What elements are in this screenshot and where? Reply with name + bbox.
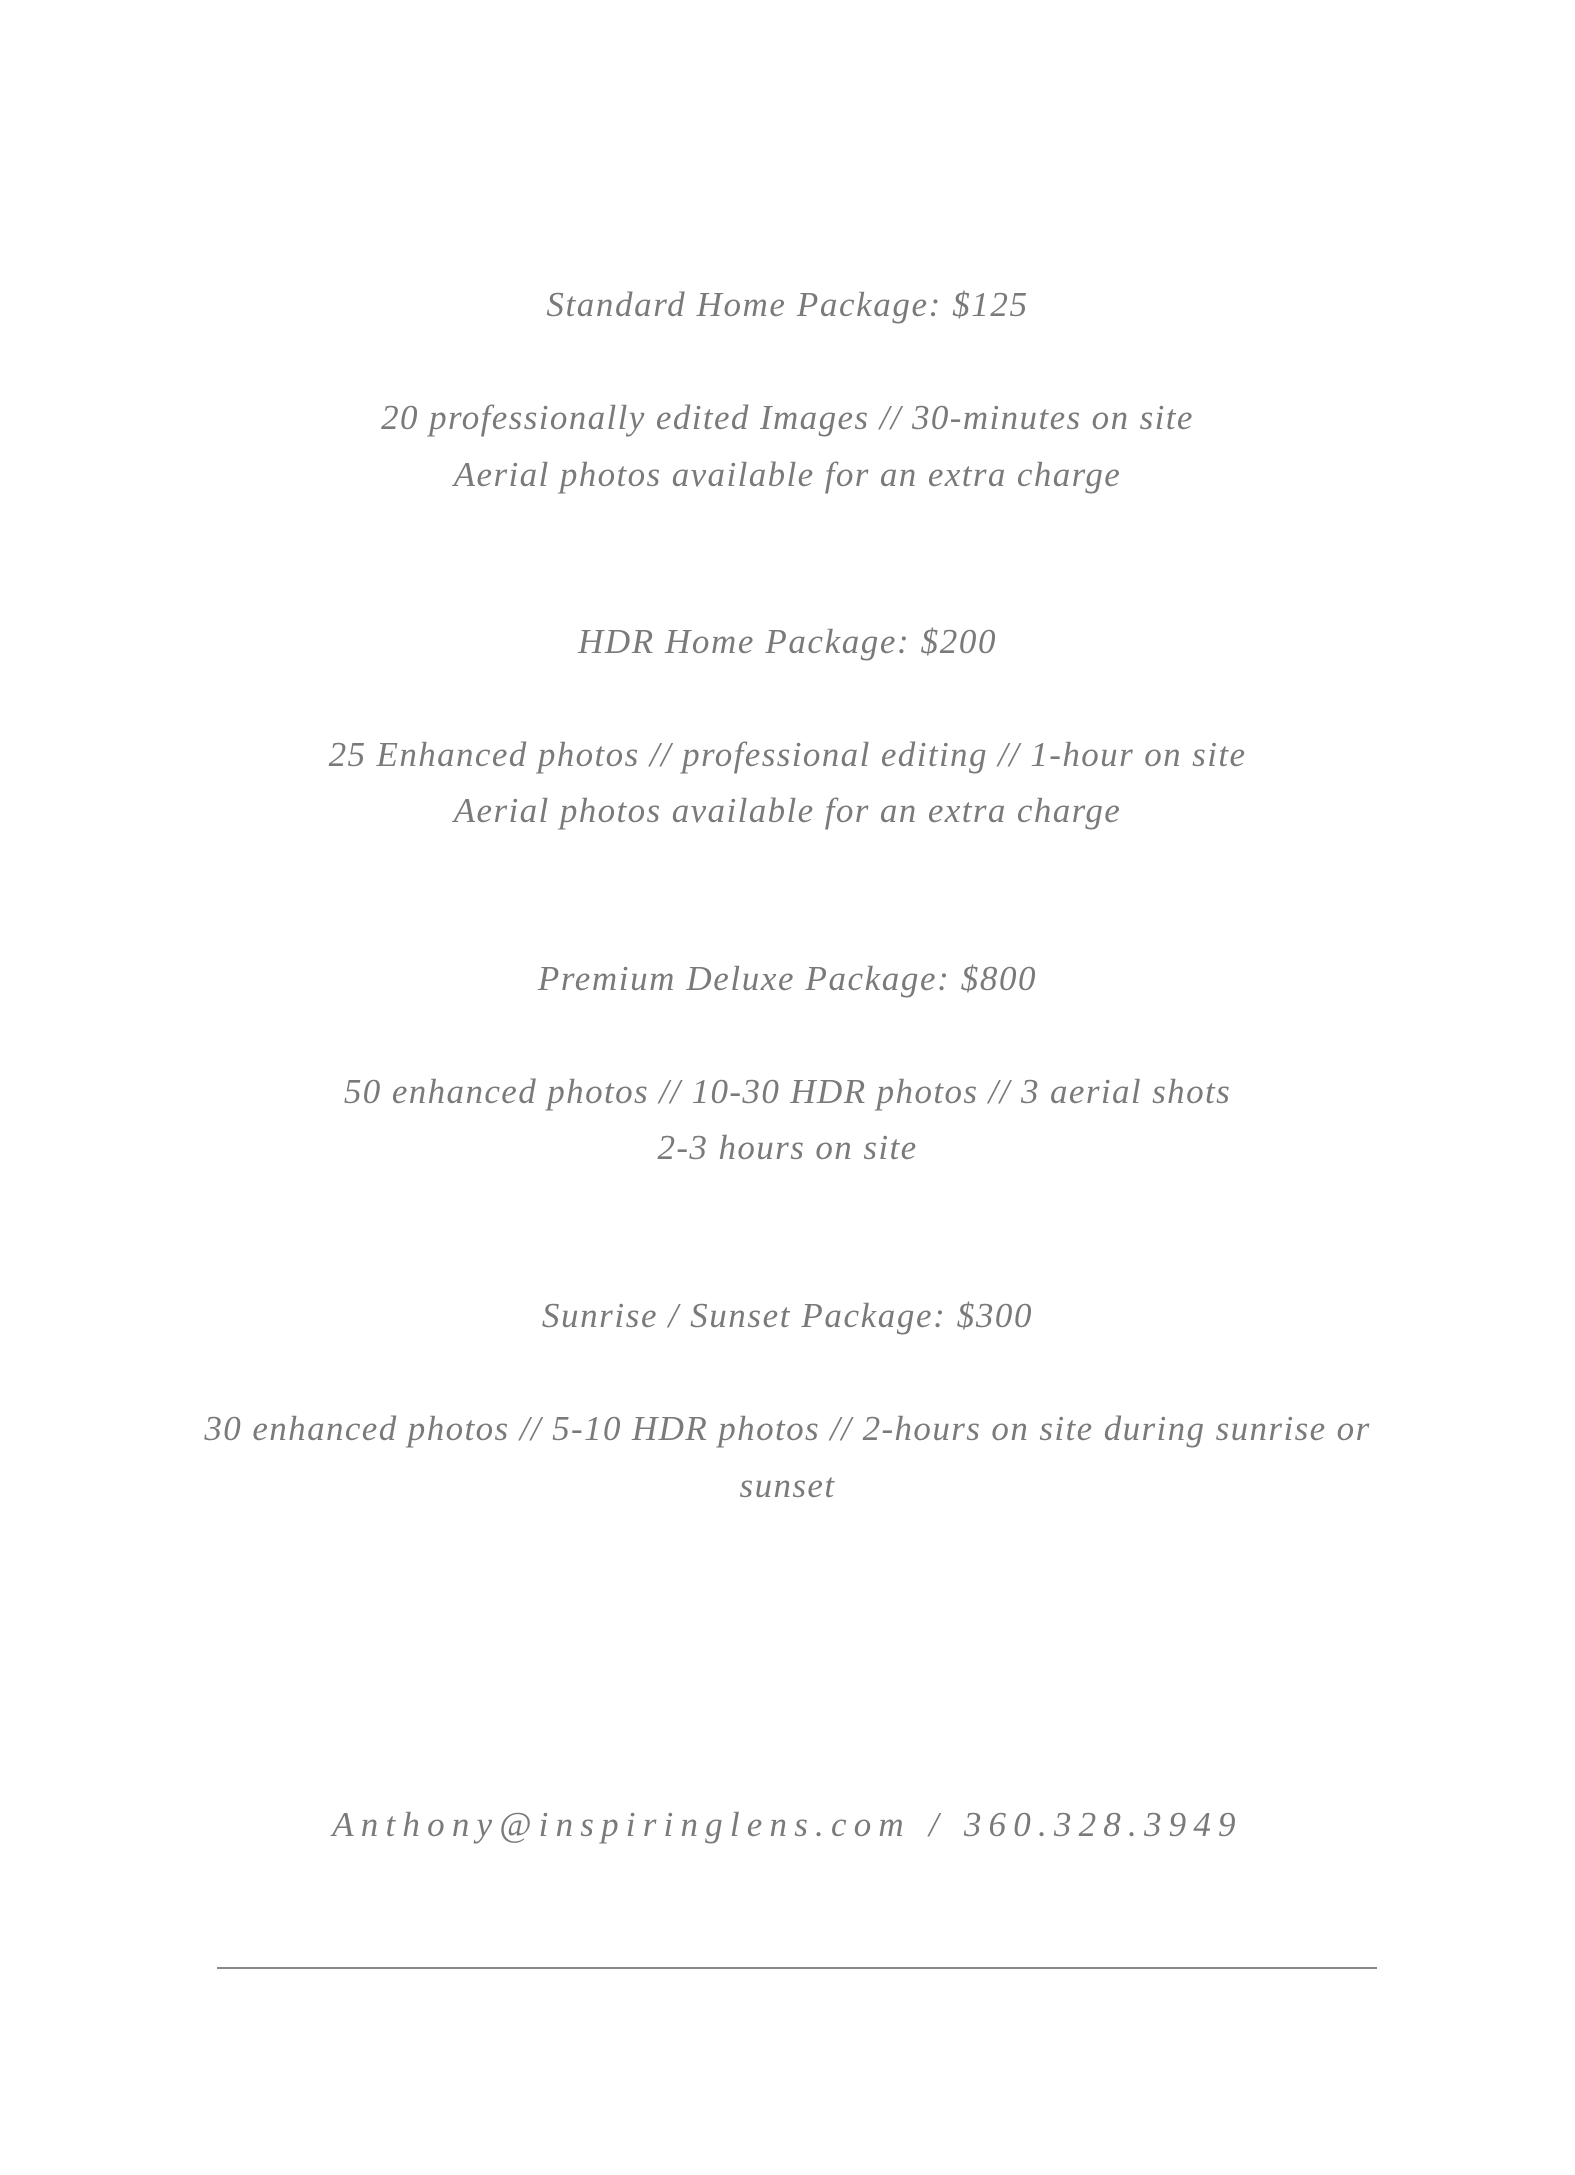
package-detail: Aerial photos available for an extra charge [453,455,1122,494]
package-detail: 50 enhanced photos // 10-30 HDR photos // 3 aerial shots [343,1072,1232,1111]
package-title: Standard Home Package: $125 [546,285,1029,324]
footer-divider [217,1967,1377,1969]
contact-line [0,1805,1575,1845]
contact-email[interactable]: Anthony@inspiringlens.com [332,1805,911,1844]
contact-phone[interactable]: 360.328.3949 [963,1805,1243,1844]
package-detail: 20 professionally edited Images // 30-minutes on site [381,398,1194,437]
package-detail: sunset [739,1466,836,1505]
package-detail: 2-3 hours on site [657,1128,918,1167]
package-detail: 30 enhanced photos // 5-10 HDR photos // 2-hours on site during sunrise or [204,1409,1371,1448]
package-detail: Aerial photos available for an extra charge [453,791,1122,830]
package-title: HDR Home Package: $200 [577,622,998,661]
package-detail: 25 Enhanced photos // professional editing // 1-hour on site [328,735,1247,774]
contact-separator: / [928,1805,946,1844]
package-title: Premium Deluxe Package: $800 [537,959,1038,998]
package-title: Sunrise / Sunset Package: $300 [541,1296,1034,1335]
